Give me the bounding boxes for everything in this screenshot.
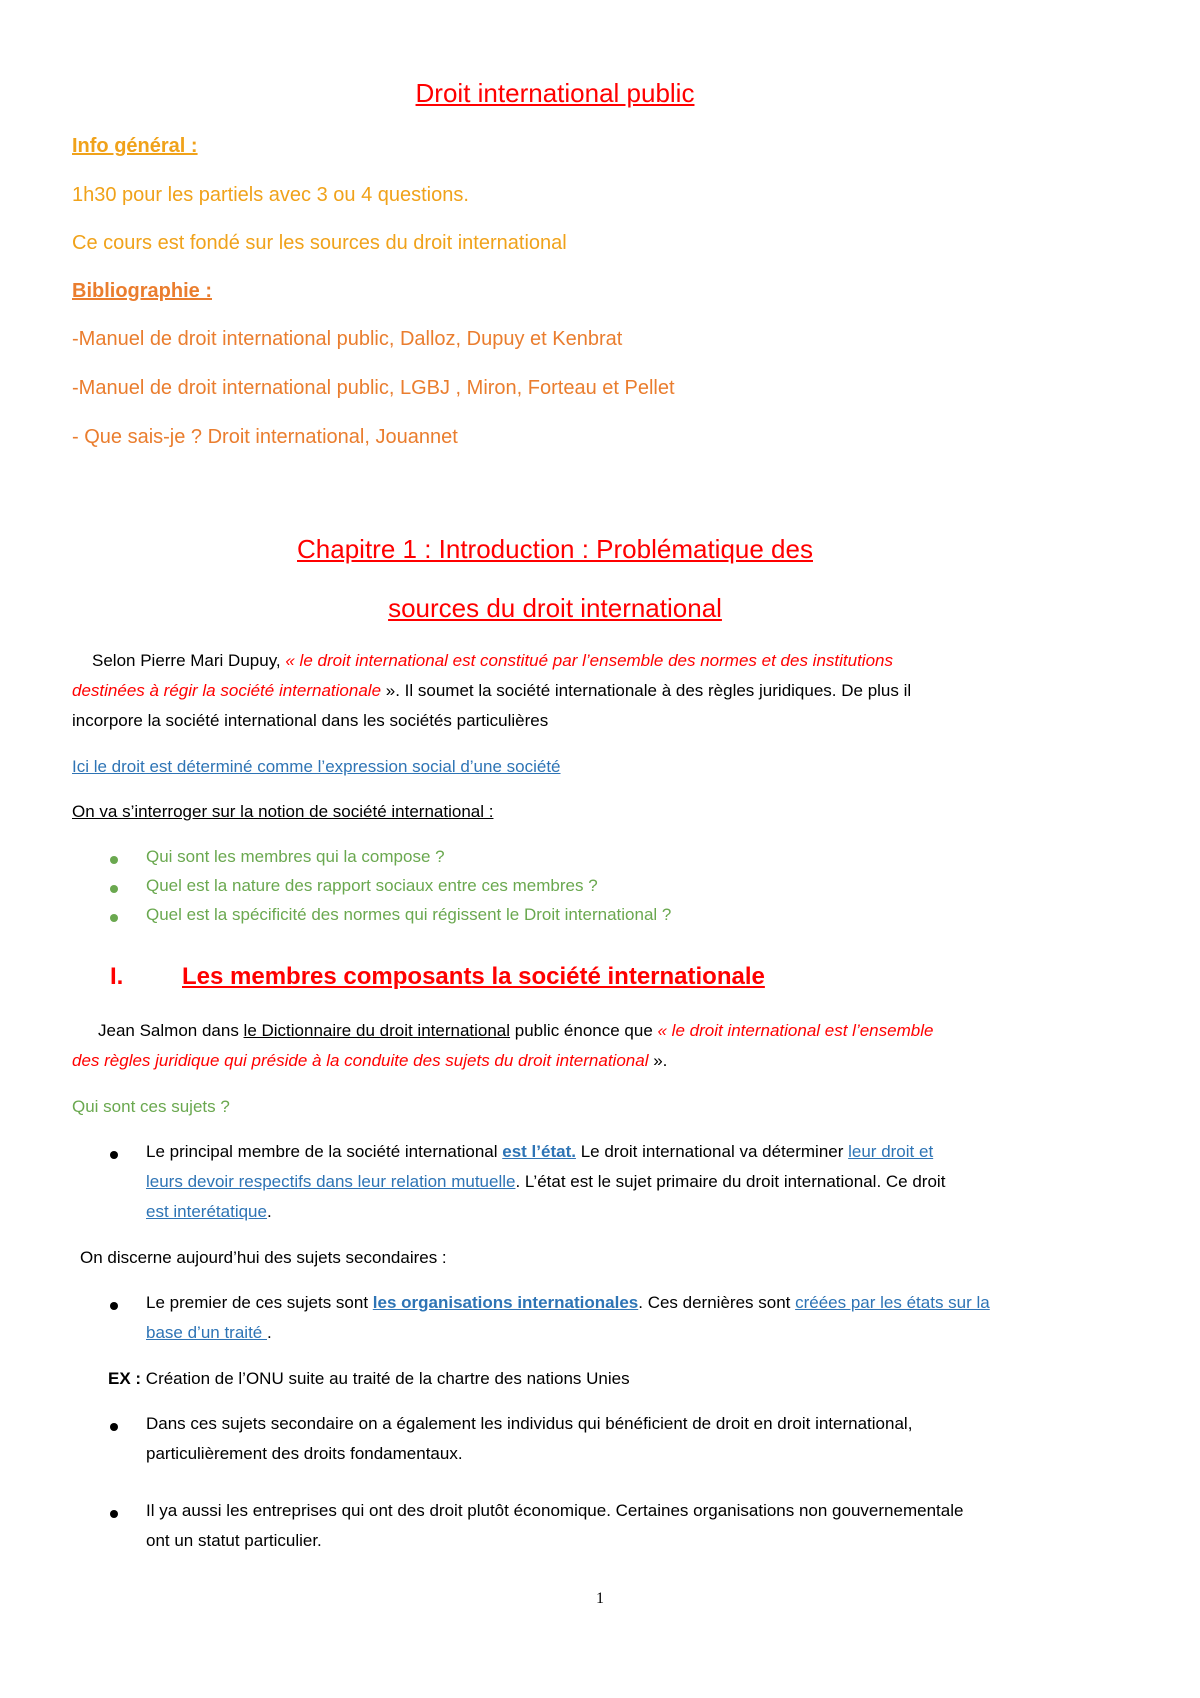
state-link[interactable]: est l’état. bbox=[502, 1142, 576, 1161]
organizations-text: . bbox=[266, 1323, 272, 1342]
bullet-dot bbox=[110, 1151, 118, 1159]
intro-definition-link[interactable]: Ici le droit est déterminé comme l’expression social d’une société bbox=[72, 757, 561, 776]
salmon-paragraph-line-1 bbox=[98, 1021, 933, 1041]
state-bullet-line-3 bbox=[146, 1202, 272, 1222]
bullet-dot bbox=[110, 914, 118, 922]
state-bullet-line-1 bbox=[146, 1142, 933, 1162]
state-text: Le droit international va déterminer bbox=[575, 1142, 849, 1161]
chapter-title-line-2: sources du droit international bbox=[388, 593, 722, 623]
dictionary-title: le Dictionnaire du droit international bbox=[243, 1021, 511, 1040]
bullet-dot bbox=[110, 856, 118, 864]
interstate-link[interactable]: est interétatique bbox=[146, 1202, 267, 1221]
chapter-title-line-1: Chapitre 1 : Introduction : Problématique des bbox=[297, 534, 813, 564]
organizations-text: . Ces dernières sont bbox=[638, 1293, 796, 1312]
state-text: . L’état est le sujet primaire du droit international. Ce droit bbox=[515, 1172, 946, 1191]
salmon-text: public énonce que bbox=[510, 1021, 658, 1040]
bibliography-item: -Manuel de droit international public, LGBJ , Miron, Forteau et Pellet bbox=[72, 377, 675, 399]
page-number: 1 bbox=[596, 1590, 604, 1607]
intro-text: ». Il soumet la société internationale à des règles juridiques. De plus il bbox=[381, 681, 912, 700]
bibliography-item: - Que sais-je ? Droit international, Jouannet bbox=[72, 426, 458, 448]
state-bullet-line-2 bbox=[146, 1172, 945, 1192]
organizations-bullet-line-1 bbox=[146, 1293, 990, 1313]
info-line-2: Ce cours est fondé sur les sources du droit international bbox=[72, 232, 567, 254]
info-heading: Info général : bbox=[72, 135, 198, 157]
example-text: Création de l’ONU suite au traité de la chartre des nations Unies bbox=[141, 1369, 630, 1388]
intro-paragraph-line-1 bbox=[92, 651, 893, 671]
intro-paragraph-line-3: incorpore la société international dans les sociétés particulières bbox=[72, 711, 549, 730]
rights-link[interactable]: leurs devoir respectifs dans leur relation mutuelle bbox=[146, 1172, 516, 1191]
question-item: Qui sont les membres qui la compose ? bbox=[146, 847, 445, 866]
section-number: I. bbox=[110, 963, 124, 990]
bibliography-heading: Bibliographie : bbox=[72, 280, 212, 302]
organizations-text: Le premier de ces sujets sont bbox=[146, 1293, 373, 1312]
question-item: Quel est la nature des rapport sociaux entre ces membres ? bbox=[146, 876, 598, 895]
intro-text: Selon Pierre Mari Dupuy, bbox=[92, 651, 286, 670]
state-text: . bbox=[266, 1202, 272, 1221]
salmon-paragraph-line-2 bbox=[72, 1051, 667, 1071]
info-line-1: 1h30 pour les partiels avec 3 ou 4 questions. bbox=[72, 184, 469, 206]
treaty-link[interactable]: base d’un traité bbox=[146, 1323, 267, 1342]
document-title: Droit international public bbox=[415, 78, 695, 108]
individuals-bullet-line-2: particulièrement des droits fondamentaux. bbox=[146, 1444, 463, 1463]
salmon-text: ». bbox=[648, 1051, 668, 1070]
salmon-quote: « le droit international est l’ensemble bbox=[657, 1021, 934, 1040]
dupuy-quote-end: destinées à régir la société internationale bbox=[72, 681, 382, 700]
bullet-dot bbox=[110, 1302, 118, 1310]
companies-bullet-line-2: ont un statut particulier. bbox=[146, 1531, 322, 1550]
example-label: EX : bbox=[108, 1369, 142, 1388]
secondary-subjects-heading: On discerne aujourd’hui des sujets secondaires : bbox=[80, 1248, 447, 1267]
subjects-question: Qui sont ces sujets ? bbox=[72, 1097, 230, 1116]
dupuy-quote: « le droit international est constitué par l’ensemble des normes et des institutions bbox=[285, 651, 893, 670]
salmon-quote-end: des règles juridique qui préside à la conduite des sujets du droit international bbox=[72, 1051, 649, 1070]
intro-question-heading: On va s’interroger sur la notion de société international : bbox=[72, 802, 494, 821]
organizations-link[interactable]: les organisations internationales bbox=[372, 1293, 639, 1312]
individuals-bullet-line-1: Dans ces sujets secondaire on a également les individus qui bénéficient de droit en droit international, bbox=[146, 1414, 913, 1433]
bullet-dot bbox=[110, 1510, 118, 1518]
question-item: Quel est la spécificité des normes qui régissent le Droit international ? bbox=[146, 905, 672, 924]
salmon-text: Jean Salmon dans bbox=[98, 1021, 244, 1040]
treaty-link[interactable]: créées par les états sur la bbox=[795, 1293, 990, 1312]
state-text: Le principal membre de la société international bbox=[146, 1142, 503, 1161]
organizations-bullet-line-2 bbox=[146, 1323, 272, 1343]
intro-paragraph-line-2 bbox=[72, 681, 911, 701]
section-title: Les membres composants la société internationale bbox=[182, 963, 765, 990]
bullet-dot bbox=[110, 1423, 118, 1431]
bullet-dot bbox=[110, 885, 118, 893]
example-line bbox=[108, 1369, 630, 1389]
rights-link[interactable]: leur droit et bbox=[848, 1142, 934, 1161]
companies-bullet-line-1: Il ya aussi les entreprises qui ont des droit plutôt économique. Certaines organisations non gouvernementale bbox=[146, 1501, 964, 1520]
bibliography-item: -Manuel de droit international public, Dalloz, Dupuy et Kenbrat bbox=[72, 328, 623, 350]
